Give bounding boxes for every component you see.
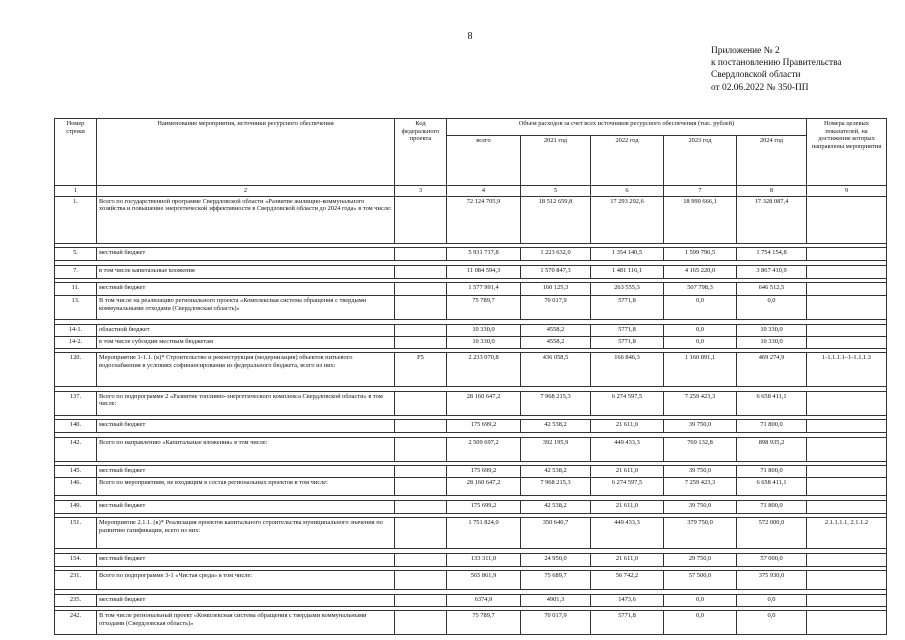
row-name: местный бюджет (97, 283, 395, 296)
value-2024: 898 935,2 (737, 437, 807, 461)
table-row (55, 336, 887, 348)
value-2023: 0,0 (664, 594, 737, 606)
value-2023: 57 500,0 (664, 571, 737, 590)
value-total: 10 330,0 (447, 336, 521, 348)
value-2024: 57 000,0 (737, 553, 807, 566)
value-2023: 7 259 423,3 (664, 478, 737, 496)
value-2024: 6 658 411,1 (737, 478, 807, 496)
value-total: 175 699,2 (447, 466, 521, 478)
value-2022: 5771,8 (591, 611, 664, 635)
value-2021: 42 538,2 (521, 420, 591, 433)
row-targets (807, 478, 887, 496)
value-total: 1 577 991,4 (447, 283, 521, 296)
value-2022: 21 611,0 (591, 466, 664, 478)
row-targets: 2.1.1.1.1, 2.1.1.2 (807, 518, 887, 549)
row-number: 146. (55, 478, 97, 496)
value-2021: 4901,3 (521, 594, 591, 606)
column-number: 1 (55, 186, 97, 197)
value-2023: 4 165 220,0 (664, 265, 737, 278)
row-number: 14-1. (55, 324, 97, 336)
column-number: 4 (447, 186, 521, 197)
table-row (55, 265, 887, 278)
row-number: 242. (55, 611, 97, 635)
table-row (55, 518, 887, 549)
value-2023: 1 599 790,5 (664, 248, 737, 261)
row-code (395, 518, 447, 549)
value-2023: 0,0 (664, 611, 737, 635)
value-2024: 572 000,0 (737, 518, 807, 549)
table-row (55, 283, 887, 296)
value-2024: 17 328 087,4 (737, 196, 807, 243)
row-name: местный бюджет (97, 594, 395, 606)
value-2022: 5771,8 (591, 296, 664, 320)
header-row-1 (55, 119, 887, 136)
row-code (395, 437, 447, 461)
value-2023: 39 750,0 (664, 500, 737, 513)
value-total: 2 509 697,2 (447, 437, 521, 461)
value-2021: 7 968 215,3 (521, 391, 591, 415)
row-name: Мероприятие 2.1.1. (к)* Реализация проектов капитального строительства муниципального значения по развитию газификации, всего из них: (97, 518, 395, 549)
value-2022: 1473,6 (591, 594, 664, 606)
value-total: 75 789,7 (447, 611, 521, 635)
table-row (55, 420, 887, 433)
row-name: Всего по государственной программе Свердловской области «Развитие жилищно-коммунального хозяйства и повышение энергетической эффективности в Свердловской области до 2024 года» в том числе: (97, 196, 395, 243)
row-targets: 1-1.1.1.1–1-1.1.1.3 (807, 353, 887, 387)
table-row (55, 611, 887, 635)
value-2024: 0,0 (737, 296, 807, 320)
row-code (395, 336, 447, 348)
value-2021: 392 195,9 (521, 437, 591, 461)
value-2024: 1 754 154,8 (737, 248, 807, 261)
row-targets (807, 196, 887, 243)
value-2021: 42 538,2 (521, 500, 591, 513)
row-targets (807, 296, 887, 320)
row-number: 13. (55, 296, 97, 320)
value-2022: 5771,8 (591, 336, 664, 348)
row-code (395, 500, 447, 513)
value-total: 565 861,9 (447, 571, 521, 590)
table-row (55, 353, 887, 387)
value-2022: 21 611,0 (591, 420, 664, 433)
value-2023: 0,0 (664, 296, 737, 320)
value-2021: 24 950,0 (521, 553, 591, 566)
header-2022: 2022 год (591, 136, 664, 186)
value-total: 175 699,2 (447, 500, 521, 513)
header-2023: 2023 год (664, 136, 737, 186)
table-row (55, 478, 887, 496)
row-name: местный бюджет (97, 420, 395, 433)
row-code (395, 420, 447, 433)
row-name: в том числе субсидии местным бюджетам (97, 336, 395, 348)
value-2024: 469 274,9 (737, 353, 807, 387)
table-row (55, 594, 887, 606)
row-name: в том числе капитальные вложения (97, 265, 395, 278)
value-2024: 6 658 411,1 (737, 391, 807, 415)
row-name: В том числе на реализацию регионального проекта «Комплексная система обращения с твердыми коммунальными отходами (Свердловская область)» (97, 296, 395, 320)
row-code: F5 (395, 353, 447, 387)
header-total: всего (447, 136, 521, 186)
row-name: Всего по направлению «Капитальные вложения» в том числе: (97, 437, 395, 461)
value-2022: 6 274 597,5 (591, 391, 664, 415)
header-row-no: Номер строки (55, 119, 97, 186)
value-2023: 379 750,0 (664, 518, 737, 549)
value-2023: 1 160 891,1 (664, 353, 737, 387)
value-2021: 4558,2 (521, 324, 591, 336)
row-name: Всего по подпрограмме 2 «Развитие топливно-энергетического комплекса Свердловской области» в том числе: (97, 391, 395, 415)
value-2021: 350 640,7 (521, 518, 591, 549)
value-total: 1 751 824,0 (447, 518, 521, 549)
value-2021: 75 689,7 (521, 571, 591, 590)
value-total: 28 160 647,2 (447, 478, 521, 496)
value-2022: 449 433,3 (591, 437, 664, 461)
row-number: 145. (55, 466, 97, 478)
header-2024: 2024 год (737, 136, 807, 186)
value-total: 11 084 594,3 (447, 265, 521, 278)
value-total: 75 789,7 (447, 296, 521, 320)
row-code (395, 283, 447, 296)
row-code (395, 466, 447, 478)
value-2022: 6 274 597,5 (591, 478, 664, 496)
header-2021: 2021 год (521, 136, 591, 186)
value-total: 175 699,2 (447, 420, 521, 433)
row-number: 235. (55, 594, 97, 606)
row-name: Всего по подпрограмме 3-1 «Чистая среда» в том числе: (97, 571, 395, 590)
value-2024: 3 867 410,9 (737, 265, 807, 278)
column-number: 6 (591, 186, 664, 197)
appendix-line-1: Приложение № 2 (711, 46, 780, 56)
value-total: 28 160 647,2 (447, 391, 521, 415)
header-targets: Номера целевых показателей, на достижение которых направлены мероприятия (807, 119, 887, 186)
column-number: 3 (395, 186, 447, 197)
column-number: 8 (737, 186, 807, 197)
row-targets (807, 283, 887, 296)
row-code (395, 248, 447, 261)
value-2021: 7 968 215,3 (521, 478, 591, 496)
row-targets (807, 611, 887, 635)
value-2024: 10 330,0 (737, 324, 807, 336)
row-targets (807, 437, 887, 461)
value-2024: 71 800,0 (737, 500, 807, 513)
value-2023: 507 798,3 (664, 283, 737, 296)
column-number: 9 (807, 186, 887, 197)
row-code (395, 571, 447, 590)
value-2021: 70 017,9 (521, 296, 591, 320)
value-2024: 71 800,0 (737, 420, 807, 433)
row-name: местный бюджет (97, 248, 395, 261)
value-2023: 29 750,0 (664, 553, 737, 566)
row-targets (807, 594, 887, 606)
value-total: 133 311,0 (447, 553, 521, 566)
value-2023: 0,0 (664, 324, 737, 336)
header-volume: Объем расходов за счет всех источников ресурсного обеспечения (тыс. рублей) (447, 119, 807, 136)
row-name: местный бюджет (97, 500, 395, 513)
row-number: 14-2. (55, 336, 97, 348)
value-2024: 646 512,5 (737, 283, 807, 296)
appendix-line-2: к постановлению Правительства (711, 58, 842, 69)
table-row (55, 437, 887, 461)
table-row (55, 248, 887, 261)
row-number: 5. (55, 248, 97, 261)
page-number: 8 (467, 31, 473, 42)
value-2021: 18 512 659,8 (521, 196, 591, 243)
value-2022: 21 611,0 (591, 500, 664, 513)
row-name: местный бюджет (97, 553, 395, 566)
row-name: В том числе региональный проект «Комплексная система обращения с твердыми коммунальными отходами (Свердловская область)» (97, 611, 395, 635)
row-number: 142. (55, 437, 97, 461)
value-total: 72 124 705,9 (447, 196, 521, 243)
value-2021: 1 223 632,0 (521, 248, 591, 261)
row-targets (807, 391, 887, 415)
value-2024: 10 330,0 (737, 336, 807, 348)
row-number: 231. (55, 571, 97, 590)
row-targets (807, 420, 887, 433)
row-code (395, 594, 447, 606)
value-2021: 1 570 847,3 (521, 265, 591, 278)
row-name: Мероприятие 1-1.1. (к)* Строительство и реконструкция (модернизация) объектов питьевого водоснабжения в условиях софинансирования из федерального бюджета, всего из них: (97, 353, 395, 387)
value-total: 10 330,0 (447, 324, 521, 336)
row-targets (807, 324, 887, 336)
table-row (55, 391, 887, 415)
value-2022: 1 354 140,5 (591, 248, 664, 261)
row-number: 140. (55, 420, 97, 433)
row-name: местный бюджет (97, 466, 395, 478)
value-2021: 42 538,2 (521, 466, 591, 478)
value-total: 2 233 070,8 (447, 353, 521, 387)
row-code (395, 553, 447, 566)
value-2021: 436 058,5 (521, 353, 591, 387)
row-targets (807, 336, 887, 348)
value-2022: 449 433,3 (591, 518, 664, 549)
value-2022: 21 611,0 (591, 553, 664, 566)
row-name: Всего по мероприятиям, не входящим в состав региональных проектов в том числе: (97, 478, 395, 496)
row-code (395, 265, 447, 278)
value-2024: 0,0 (737, 594, 807, 606)
header-code: Код федерального проекта (395, 119, 447, 186)
value-2023: 769 132,8 (664, 437, 737, 461)
value-2022: 5771,8 (591, 324, 664, 336)
value-total: 6374,9 (447, 594, 521, 606)
value-2023: 7 259 423,3 (664, 391, 737, 415)
value-2022: 17 293 292,6 (591, 196, 664, 243)
row-number: 151. (55, 518, 97, 549)
column-number: 7 (664, 186, 737, 197)
value-2023: 18 990 666,1 (664, 196, 737, 243)
row-targets (807, 571, 887, 590)
row-number: 7. (55, 265, 97, 278)
value-2022: 166 846,3 (591, 353, 664, 387)
value-2023: 39 750,0 (664, 420, 737, 433)
value-2022: 263 555,3 (591, 283, 664, 296)
table-row (55, 553, 887, 566)
appendix-block (711, 45, 842, 94)
row-number: 154. (55, 553, 97, 566)
header-name: Наименование мероприятия, источники ресурсного обеспечения (97, 119, 395, 186)
value-2021: 4558,2 (521, 336, 591, 348)
column-number: 5 (521, 186, 591, 197)
value-total: 5 931 717,8 (447, 248, 521, 261)
value-2024: 71 800,0 (737, 466, 807, 478)
appendix-line-3: Свердловской области (711, 70, 801, 81)
table-row (55, 324, 887, 336)
value-2021: 160 125,3 (521, 283, 591, 296)
table-row (55, 500, 887, 513)
row-code (395, 478, 447, 496)
value-2022: 56 742,2 (591, 571, 664, 590)
row-targets (807, 248, 887, 261)
row-code (395, 324, 447, 336)
table-row (55, 571, 887, 590)
value-2023: 0,0 (664, 336, 737, 348)
column-number: 2 (97, 186, 395, 197)
row-number: 137. (55, 391, 97, 415)
expenditure-table (54, 118, 887, 635)
column-number-row (55, 186, 887, 197)
row-number: 11. (55, 283, 97, 296)
value-2023: 39 750,0 (664, 466, 737, 478)
row-targets (807, 265, 887, 278)
row-targets (807, 553, 887, 566)
row-targets (807, 500, 887, 513)
value-2024: 375 930,0 (737, 571, 807, 590)
value-2022: 1 481 116,1 (591, 265, 664, 278)
value-2024: 0,0 (737, 611, 807, 635)
table-row (55, 196, 887, 243)
row-number: 149. (55, 500, 97, 513)
row-code (395, 296, 447, 320)
row-number: 1. (55, 196, 97, 243)
appendix-line-4: от 02.06.2022 № 350-ПП (711, 82, 809, 93)
row-code (395, 196, 447, 243)
row-code (395, 611, 447, 635)
row-number: 120. (55, 353, 97, 387)
row-targets (807, 466, 887, 478)
table-row (55, 466, 887, 478)
row-name: областной бюджет (97, 324, 395, 336)
table-row (55, 296, 887, 320)
row-code (395, 391, 447, 415)
value-2021: 70 017,9 (521, 611, 591, 635)
